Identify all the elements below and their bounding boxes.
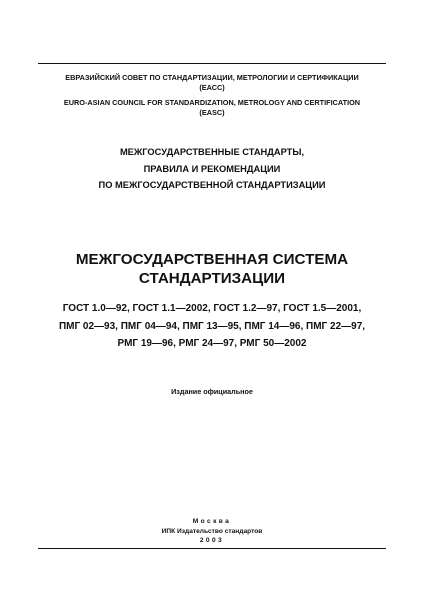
subtitle-line: ПО МЕЖГОСУДАРСТВЕННОЙ СТАНДАРТИЗАЦИИ xyxy=(98,180,326,190)
standards-list xyxy=(0,300,424,353)
top-rule xyxy=(38,63,386,64)
council-abbr-en: (EASC) xyxy=(199,107,225,117)
imprint-year: 2003 xyxy=(199,537,225,545)
council-name-en: EURO-ASIAN COUNCIL FOR STANDARDIZATION, METROLOGY AND CERTIFICATION xyxy=(63,98,361,108)
council-header xyxy=(0,73,424,117)
edition-note: Издание официальное xyxy=(171,387,253,396)
subtitle-line: ПРАВИЛА И РЕКОМЕНДАЦИИ xyxy=(143,163,281,174)
imprint-publisher: ИПК Издательство стандартов xyxy=(161,527,263,535)
standards-line: ГОСТ 1.0—92, ГОСТ 1.1—2002, ГОСТ 1.2—97, ГОСТ 1.5—2001, xyxy=(62,303,362,314)
imprint xyxy=(0,517,424,546)
imprint-city: Москва xyxy=(192,518,232,525)
standards-line: РМГ 19—96, РМГ 24—97, РМГ 50—2002 xyxy=(117,338,307,349)
bottom-rule xyxy=(38,548,386,549)
collection-subtitle xyxy=(0,144,424,194)
document-title xyxy=(0,250,424,288)
council-abbr-ru: (ЕАСС) xyxy=(199,82,225,92)
council-name-ru: ЕВРАЗИЙСКИЙ СОВЕТ ПО СТАНДАРТИЗАЦИИ, МЕТРОЛОГИИ И СЕРТИФИКАЦИИ xyxy=(65,73,359,82)
subtitle-line: МЕЖГОСУДАРСТВЕННЫЕ СТАНДАРТЫ, xyxy=(119,147,305,157)
standards-line: ПМГ 02—93, ПМГ 04—94, ПМГ 13—95, ПМГ 14—96, ПМГ 22—97, xyxy=(58,320,366,332)
title-line: МЕЖГОСУДАРСТВЕННАЯ СИСТЕМА xyxy=(75,251,349,268)
title-line: СТАНДАРТИЗАЦИИ xyxy=(138,270,286,287)
